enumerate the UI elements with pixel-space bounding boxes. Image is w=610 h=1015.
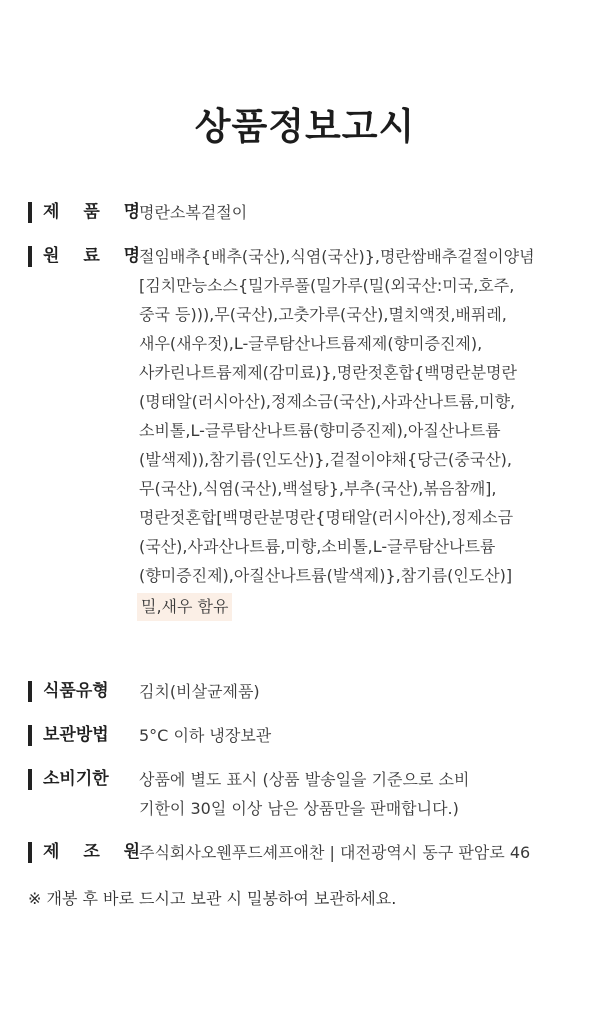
label-bar <box>28 202 32 223</box>
expiry-value <box>139 765 585 823</box>
ingredients-line: (명태알(러시아산),정제소금(국산),사과산나트륨,미향, <box>139 392 516 411</box>
ingredients-line: (국산),사과산나트륨,미향,소비톨,L-글루탐산나트륨 <box>139 537 496 556</box>
storage-label: 보관방법 <box>43 725 109 745</box>
label-bar <box>28 769 32 790</box>
ingredients-line: 무(국산),식염(국산),백설탕},부추(국산),볶음참깨], <box>139 479 497 498</box>
product-name-label: 제 품 명 <box>43 202 150 222</box>
expiry-line: 기한이 30일 이상 남은 상품만을 판매합니다.) <box>139 799 459 818</box>
expiry-line: 상품에 별도 표시 (상품 발송일을 기준으로 소비 <box>139 770 470 789</box>
expiry-label: 소비기한 <box>43 769 109 789</box>
food-type-label: 식품유형 <box>43 681 109 701</box>
ingredients-value <box>139 242 585 621</box>
allergen-highlight: 밀,새우 함유 <box>137 593 232 621</box>
page-title: 상품정보고시 <box>194 105 416 148</box>
ingredients-line: 사카린나트륨제제(감미료)},명란젓혼합{백명란분명란 <box>139 363 517 382</box>
label-bar <box>28 725 32 746</box>
label-bar <box>28 246 32 267</box>
ingredients-line: 소비톨,L-글루탐산나트륨(향미증진제),아질산나트륨 <box>139 421 501 440</box>
food-type-value: 김치(비살균제품) <box>139 682 260 701</box>
ingredients-line: 새우(새우젓),L-글루탐산나트륨제제(향미증진제), <box>139 334 483 353</box>
ingredients-line: (발색제)),참기름(인도산)},겉절이야채{당근(중국산), <box>139 450 512 469</box>
manufacturer-value: 주식회사오웬푸드셰프애찬 | 대전광역시 동구 판암로 46 <box>139 843 531 862</box>
label-bar <box>28 842 32 863</box>
label-bar <box>28 681 32 702</box>
ingredients-line: [김치만능소스{밀가루풀(밀가루(밀(외국산:미국,호주, <box>139 276 515 295</box>
storage-notice: ※ 개봉 후 바로 드시고 보관 시 밀봉하여 보관하세요. <box>28 889 397 908</box>
ingredients-label: 원 료 명 <box>43 246 150 266</box>
ingredients-line: 중국 등))),무(국산),고춧가루(국산),멸치액젓,배퓌레, <box>139 305 507 324</box>
manufacturer-label: 제 조 원 <box>43 842 150 862</box>
ingredients-line: 절임배추{배추(국산),식염(국산)},명란쌈배추겉절이양념 <box>139 247 535 266</box>
ingredients-line: (향미증진제),아질산나트륨(발색제)},참기름(인도산)] <box>139 566 513 585</box>
product-name-value: 명란소복겉절이 <box>139 203 248 222</box>
ingredients-line: 명란젓혼합[백명란분명란{명태알(러시아산),정제소금 <box>139 508 514 527</box>
storage-value: 5°C 이하 냉장보관 <box>139 726 272 745</box>
